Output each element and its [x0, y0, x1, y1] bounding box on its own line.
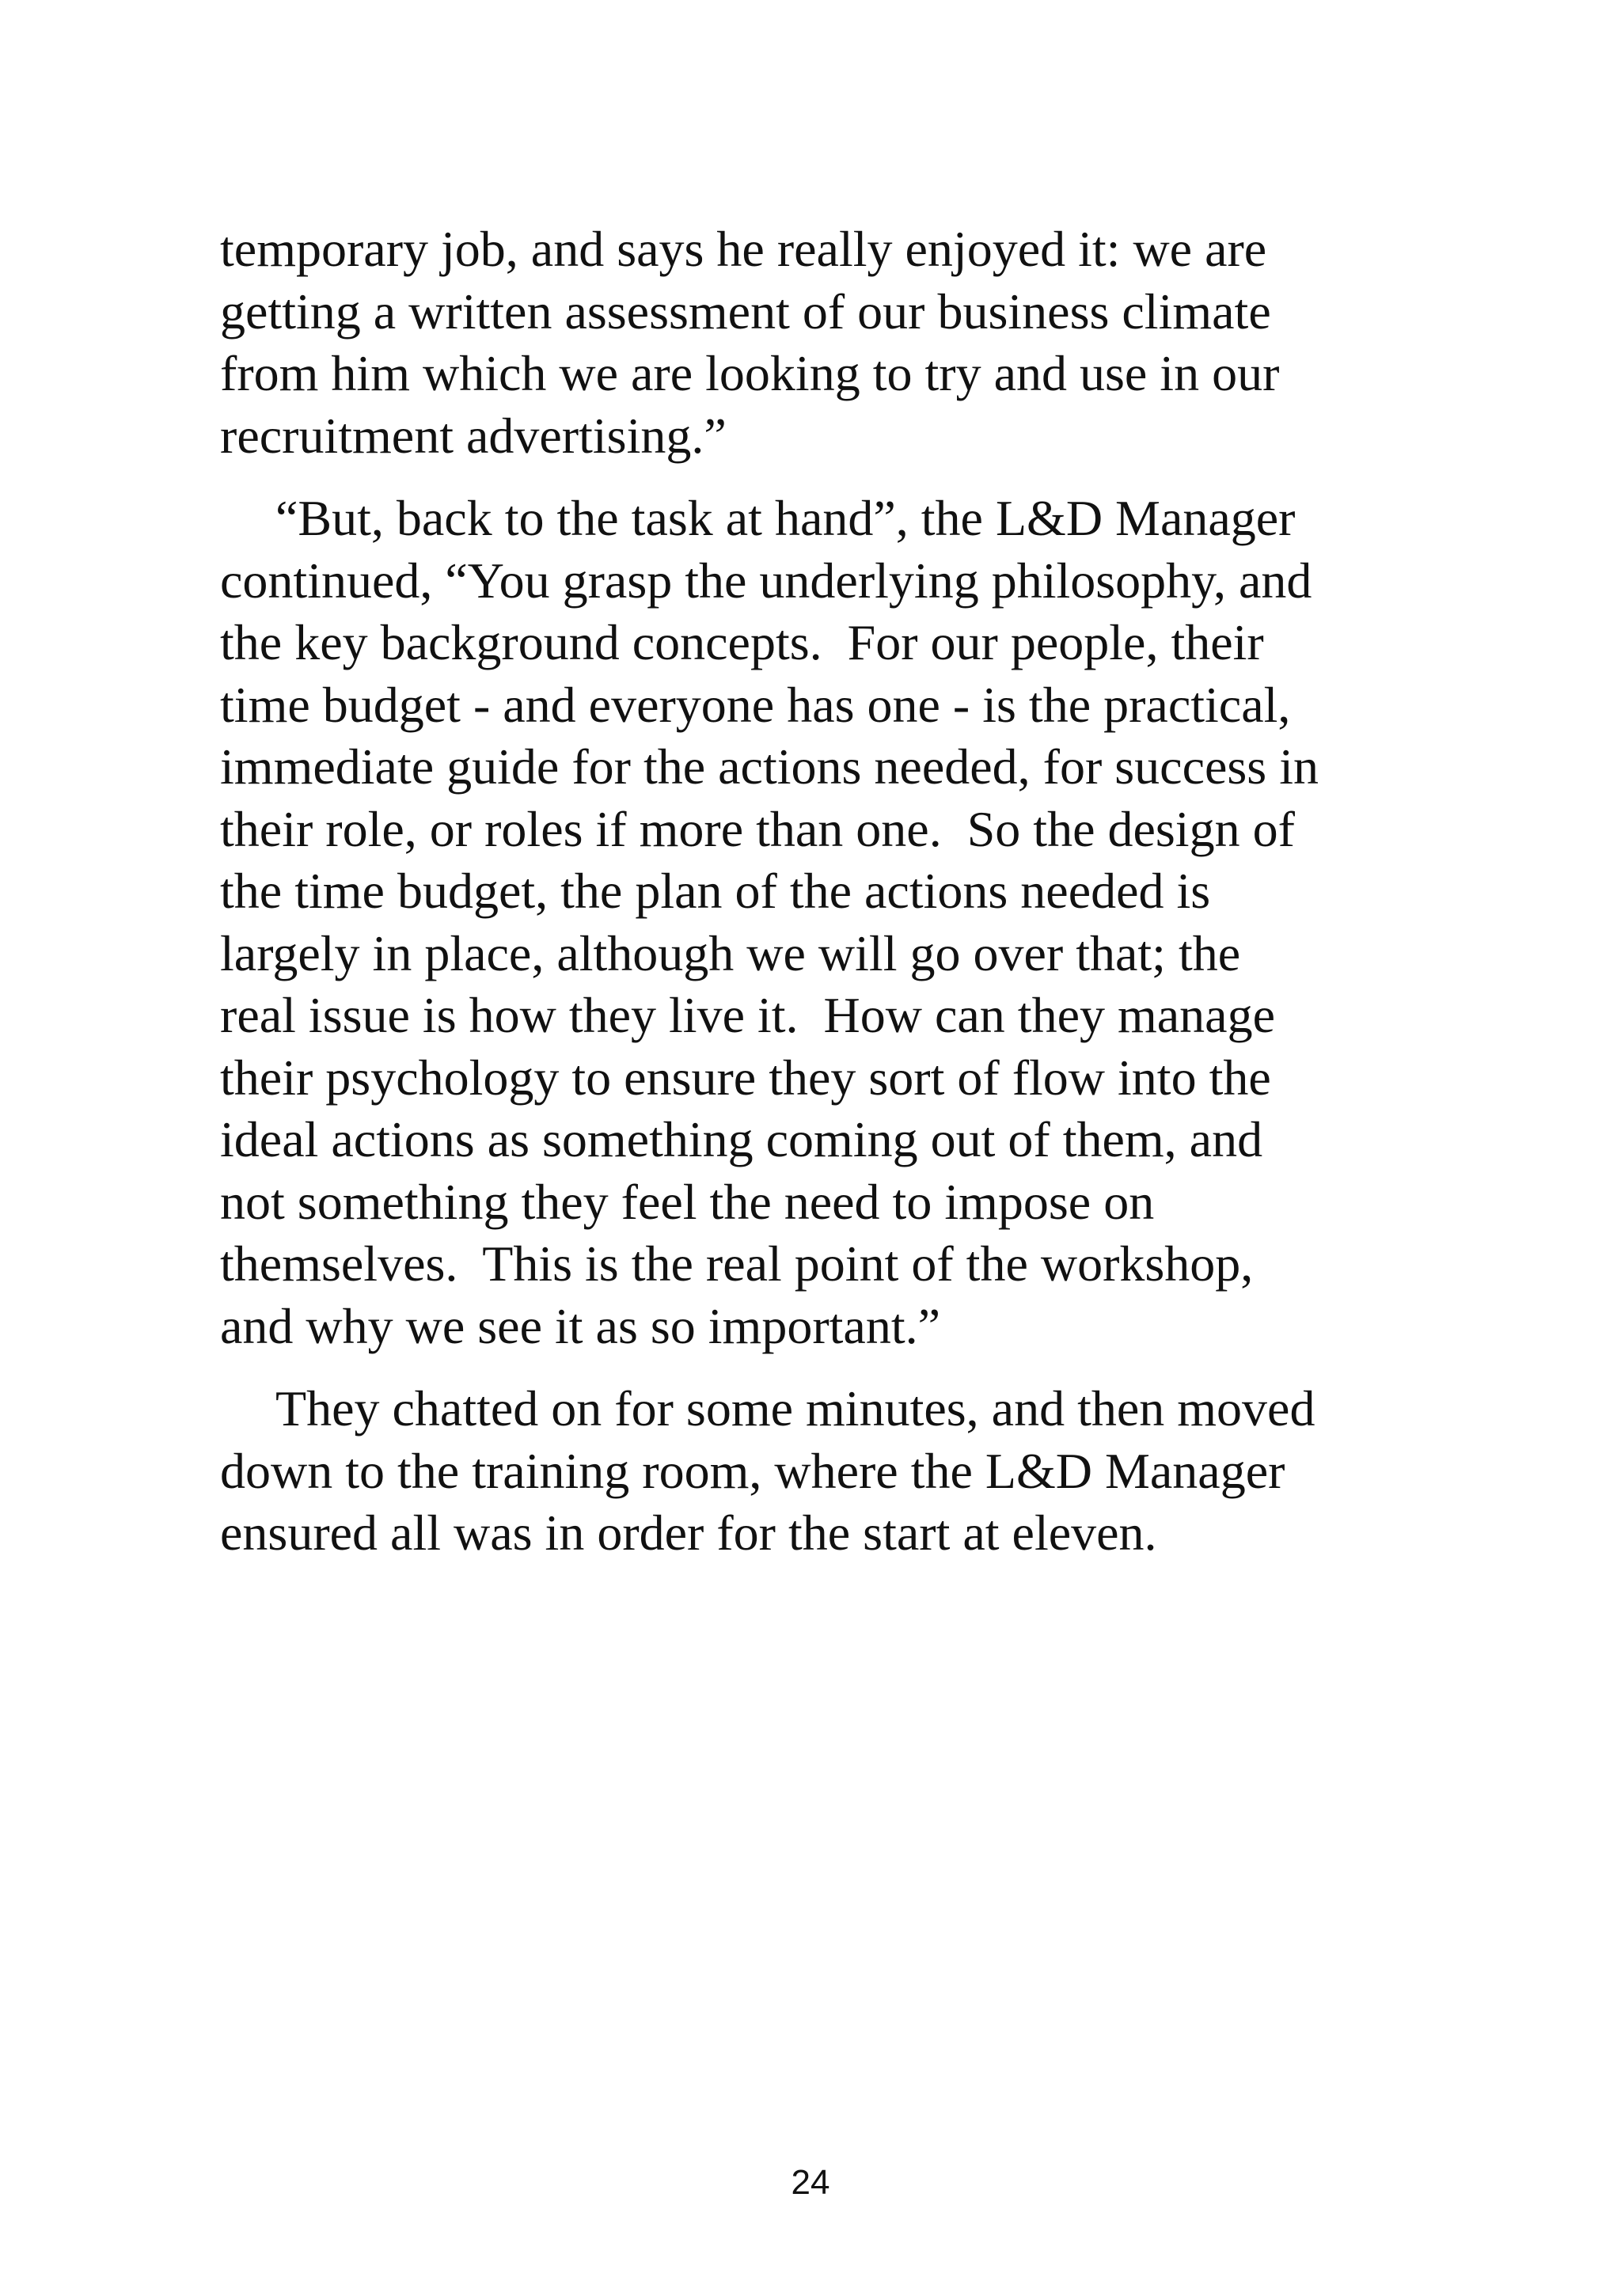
- paragraph-spacing: [220, 1357, 1423, 1378]
- paragraph: [220, 1378, 1423, 1565]
- text-line: ideal actions as something coming out of them, and: [220, 1111, 1263, 1167]
- text-line: temporary job, and says he really enjoyed it: we are: [220, 221, 1267, 277]
- page-number: 24: [791, 2163, 830, 2202]
- text-line: their psychology to ensure they sort of flow into the: [220, 1049, 1271, 1106]
- text-line: their role, or roles if more than one. So the design of: [220, 800, 1295, 857]
- text-line: themselves. This is the real point of the workshop,: [220, 1235, 1254, 1292]
- text-line: and why we see it as so important.”: [220, 1297, 940, 1354]
- paragraph: [220, 218, 1423, 467]
- text-line: They chatted on for some minutes, and then moved: [275, 1380, 1315, 1436]
- text-line: the time budget, the plan of the actions needed is: [220, 863, 1211, 919]
- text-line: immediate guide for the actions needed, for success in: [220, 738, 1319, 795]
- text-line: the key background concepts. For our people, their: [220, 614, 1264, 670]
- text-line: not something they feel the need to impose on: [220, 1173, 1155, 1230]
- text-line: continued, “You grasp the underlying philosophy, and: [220, 552, 1312, 609]
- paragraph-spacing: [220, 467, 1423, 488]
- text-line: largely in place, although we will go over that; the: [220, 924, 1241, 981]
- text-line: time budget - and everyone has one - is the practical,: [220, 676, 1291, 733]
- text-line: getting a written assessment of our business climate: [220, 283, 1271, 340]
- text-line: “But, back to the task at hand”, the L&D Manager: [275, 490, 1296, 546]
- text-line: recruitment advertising.”: [220, 407, 727, 464]
- paragraph: [220, 488, 1423, 1357]
- text-line: ensured all was in order for the start at eleven.: [220, 1505, 1157, 1561]
- text-line: down to the training room, where the L&D Manager: [220, 1442, 1285, 1499]
- text-line: real issue is how they live it. How can they manage: [220, 987, 1275, 1043]
- text-line: from him which we are looking to try and use in our: [220, 345, 1280, 401]
- body-text: [220, 218, 1423, 1565]
